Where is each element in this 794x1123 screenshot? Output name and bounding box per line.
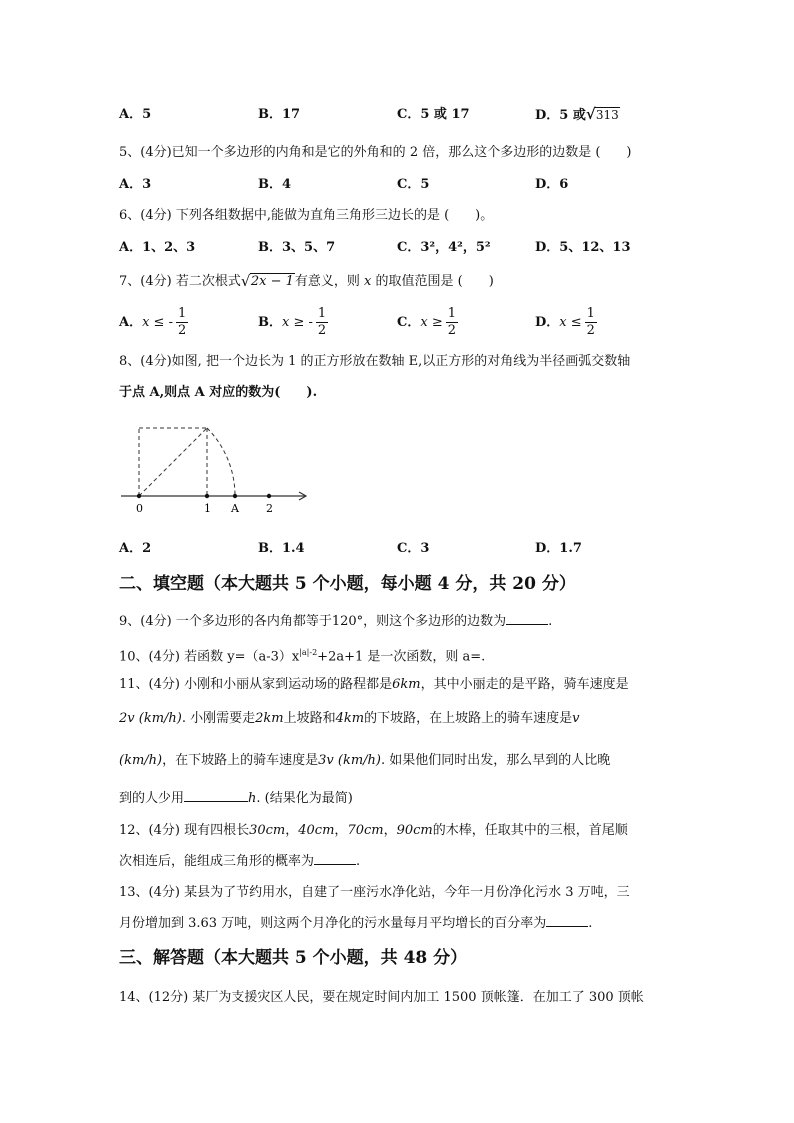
q12-length-3: 70cm [347, 823, 384, 838]
q7-c-prefix: C． [397, 315, 421, 330]
q14-text: 14、(12分) 某厂为支援灾区人民，要在规定时间内加工 1500 顶帐篷．在加工了 300 顶帐 [119, 990, 644, 1005]
q6-options [119, 238, 679, 260]
label-a: A [231, 502, 239, 515]
q13-end: . [588, 916, 593, 931]
q10-text-after: +2a+1 是一次函数，则 a=. [317, 649, 486, 665]
q12-length-1: 30cm [249, 823, 286, 838]
q7-option-b[interactable] [258, 306, 328, 339]
q11-line1-end: ，其中小丽走的是平路，骑车速度是 [420, 677, 629, 692]
q11-line4 [119, 789, 353, 808]
q7-a-prefix: A． [119, 315, 143, 330]
q11-downhill-distance: 4km [335, 711, 365, 726]
q5-option-d[interactable]: D．6 [535, 177, 569, 192]
q12-line1-start: 12、(4分) 现有四根长 [119, 823, 250, 838]
label-one: 1 [204, 502, 211, 515]
sqrt-313: √ 313 [585, 105, 619, 123]
q11-distance-unit: km [400, 677, 421, 692]
q7-d-frac [585, 306, 597, 339]
q11-line3-mid: ，在下坡路上的骑车速度是 [162, 753, 319, 768]
q9-end: . [548, 614, 553, 629]
q11-line2-mid: . 小刚需要走 [181, 711, 256, 726]
q11-line3 [119, 752, 610, 770]
q12-line1-end: 的木棒，任取其中的三根，首尾顺 [432, 823, 628, 838]
q11-hour-unit: h [248, 791, 257, 806]
q7-option-c[interactable] [397, 306, 458, 339]
q8-option-c[interactable]: C．3 [397, 541, 430, 556]
point-zero [137, 494, 141, 498]
q11-speed-unit-3: (km/h) [337, 753, 381, 768]
q7-var: x [364, 274, 372, 289]
q7-text [119, 273, 494, 291]
label-two: 2 [266, 502, 273, 515]
q7-c-frac-num: 1 [447, 306, 456, 321]
q11-speed-v: v [572, 711, 580, 726]
q7-c-rel: x ≥ [420, 315, 443, 330]
q11-line1-text: 11、(4分) 小刚和小丽从家到运动场的路程都是 [119, 677, 393, 692]
section-fill-blank-heading: 二、填空题（本大题共 5 个小题，每小题 4 分，共 20 分） [119, 574, 576, 594]
sqrt-313-radicand: 313 [595, 108, 619, 122]
q8-line2: 于点 A,则点 A 对应的数为( ). [119, 385, 318, 400]
q11-line2-end: 的下坡路，在上坡路上的骑车速度是 [364, 711, 573, 726]
q9-line [119, 612, 552, 631]
q6-option-c[interactable]: C．3²，4²，5² [397, 240, 491, 255]
q10-line [119, 644, 485, 666]
square-diagonal [139, 428, 207, 496]
q4-option-d-prefix: D．5 或 [535, 108, 586, 123]
q7-d-frac-den: 2 [586, 323, 595, 338]
q11-line4-start: 到的人少用 [119, 791, 185, 806]
number-line-figure [119, 418, 319, 518]
q13-line2 [119, 914, 592, 933]
q9-answer-blank[interactable] [506, 612, 548, 625]
q5-option-a[interactable]: A．3 [119, 177, 152, 192]
q11-line4-end: . (结果化为最简) [256, 791, 353, 806]
q10-text-before: 10、(4分) 若函数 y=（a-3）x [119, 649, 300, 665]
q7-b-frac-num: 1 [317, 306, 327, 321]
q12-length-4: 90cm [396, 823, 433, 838]
q7-options [119, 306, 679, 346]
q6-option-b[interactable]: B．3、5、7 [258, 240, 336, 255]
q4-option-a[interactable]: A．5 [119, 107, 152, 122]
q7-text-after: 有意义，则 [294, 274, 360, 289]
q7-option-a[interactable] [119, 306, 188, 339]
q5-option-b[interactable]: B．4 [258, 177, 292, 192]
q9-text: 9、(4分) 一个多边形的各内角都等于120°，则这个多边形的边数为 [119, 614, 507, 629]
q7-a-frac-den: 2 [177, 323, 187, 338]
q4-option-b[interactable]: B．17 [258, 107, 301, 122]
q6-option-d[interactable]: D．5、12、13 [535, 240, 631, 255]
label-zero: 0 [136, 502, 143, 515]
q7-c-frac-den: 2 [447, 323, 456, 338]
q7-b-frac-den: 2 [317, 323, 327, 338]
q12-line2-text: 次相连后，能组成三角形的概率为 [119, 854, 315, 869]
q13-answer-blank[interactable] [546, 914, 588, 927]
q11-speed-unit-1: (km/h) [138, 711, 182, 726]
q7-option-d[interactable] [535, 306, 597, 339]
q11-speed-2v: 2v [119, 711, 135, 726]
q12-line1: 12、(4分) 现有四根长30cm，40cm，70cm，90cm的木棒，任取其中的三根，首尾顺 [119, 823, 628, 838]
q7-d-frac-num: 1 [586, 306, 595, 321]
q7-b-frac [316, 306, 328, 339]
q12-end: . [356, 854, 361, 869]
q11-line1 [119, 676, 629, 694]
q8-option-d[interactable]: D．1.7 [535, 541, 582, 556]
q5-text: 5、(4分)已知一个多边形的内角和是它的外角和的 2 倍，那么这个多边形的边数是 ( ) [119, 145, 632, 160]
q7-b-prefix: B． [258, 315, 282, 330]
q7-b-rel: x ≥ - [282, 315, 313, 330]
q7-radicand: 2x − 1 [250, 274, 294, 289]
q7-text-end: 的取值范围是 ( ) [375, 274, 494, 289]
q11-speed-unit-2: (km/h) [119, 753, 163, 768]
q4-option-c[interactable]: C．5 或 17 [397, 107, 470, 122]
q12-length-2: 40cm [298, 823, 335, 838]
q11-line3-end: . 如果他们同时出发，那么早到的人比晚 [381, 753, 611, 768]
q7-d-prefix: D． [535, 315, 560, 330]
radius-arc [207, 428, 235, 496]
q6-option-a[interactable]: A．1、2、3 [119, 240, 196, 255]
q11-uphill-distance: 2km [255, 711, 284, 726]
q6-text: 6、(4分) 下列各组数据中,能做为直角三角形三边长的是 ( )。 [119, 208, 494, 223]
q7-a-frac [176, 306, 188, 339]
q4-options [119, 105, 679, 127]
q10-exponent: |a|-2 [299, 648, 318, 657]
q13-line2-text: 月份增加到 3.63 万吨，则这两个月净化的污水量每月平均增长的百分率为 [119, 916, 547, 931]
q7-a-rel: x ≤ - [142, 315, 173, 330]
q7-sqrt: √ 2x − 1 [240, 272, 294, 290]
q7-text-before: 7、(4分) 若二次根式 [119, 274, 241, 289]
point-a [233, 494, 237, 498]
section-solve-heading: 三、解答题（本大题共 5 个小题，共 48 分） [119, 948, 468, 968]
q7-d-rel: x ≤ [559, 315, 582, 330]
q5-option-c[interactable]: C．5 [397, 177, 430, 192]
q4-option-d[interactable] [535, 105, 620, 126]
q7-a-frac-num: 1 [177, 306, 187, 321]
q8-line1: 8、(4分)如图, 把一个边长为 1 的正方形放在数轴 E,以正方形的对角线为半径画弧交数轴 [119, 354, 631, 369]
q11-answer-blank[interactable] [184, 789, 248, 802]
q8-option-b[interactable]: B．1.4 [258, 541, 305, 556]
q7-c-frac [446, 306, 458, 339]
q8-options [119, 539, 679, 561]
q13-line1: 13、(4分) 某县为了节约用水，自建了一座污水净化站，今年一月份净化污水 3 万吨，三 [119, 885, 630, 900]
q12-line2 [119, 852, 360, 871]
point-one [205, 494, 209, 498]
q5-options [119, 175, 679, 197]
point-two [267, 494, 271, 498]
q11-line2-mid2: 上坡路和 [283, 711, 336, 726]
q11-speed-3v: 3v [318, 753, 334, 768]
q12-answer-blank[interactable] [314, 852, 356, 865]
q11-distance-value: 6 [392, 677, 401, 692]
q11-line2 [119, 710, 580, 728]
q8-option-a[interactable]: A．2 [119, 541, 152, 556]
